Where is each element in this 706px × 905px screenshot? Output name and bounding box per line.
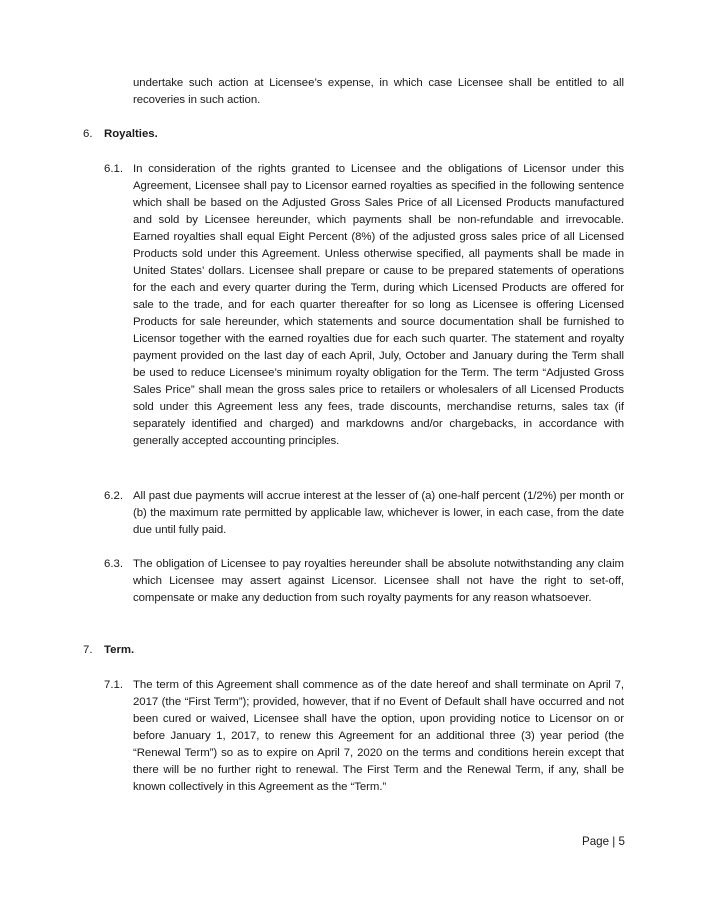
- subsection-text: The obligation of Licensee to pay royalties hereunder shall be absolute notwithstanding any claim which Licensee may assert against Licensor. Licensee shall not have the right to set-off, compensate or make any deduction from such royalty payments for any reason whatsoever.: [133, 558, 624, 604]
- section-number: 6.: [83, 128, 93, 140]
- subsection-text: The term of this Agreement shall commence as of the date hereof and shall terminate on April 7, 2017 (the “First Term”); provided, however, that if no Event of Default shall have occurred and not been cured or waived, Licensee shall have the option, upon providing notice to Licensor on or before January 1, 2017, to renew this Agreement for an additional three (3) year period (the “Renewal Term”) so as to expire on April 7, 2020 on the terms and conditions herein except that there will be no further right to renewal. The First Term and the Renewal Term, if any, shall be known collectively in this Agreement as the “Term.”: [133, 679, 624, 793]
- continuation-paragraph: undertake such action at Licensee’s expense, in which case Licensee shall be entitled to all recoveries in such action.: [133, 77, 624, 106]
- subsection-number: 6.3.: [104, 558, 123, 570]
- subsection-text: All past due payments will accrue interest at the lesser of (a) one-half percent (1/2%) per month or (b) the maximum rate permitted by applicable law, whichever is lower, in each case, from the date due until fully paid.: [133, 490, 624, 536]
- subsection-number: 7.1.: [104, 679, 123, 691]
- subsection-number: 6.2.: [104, 490, 123, 502]
- section-title: Royalties.: [104, 128, 158, 140]
- subsection-text: In consideration of the rights granted to Licensee and the obligations of Licensor under this Agreement, Licensee shall pay to Licensor earned royalties as specified in the following sentence which shall be based on the Adjusted Gross Sales Price of all Licensed Products manufactured and sold by Licensee hereunder, which payments shall be non-refundable and irrevocable. Earned royalties shall equal Eight Percent (8%) of the adjusted gross sales price of all Licensed Products sold under this Agreement. Unless otherwise specified, all payments shall be made in United States’ dollars. Licensee shall prepare or cause to be prepared statements of operations for the each and every quarter during the Term, during which Licensed Products are offered for sale to the trade, and for each quarter thereafter for so long as Licensee is offering Licensed Products for sale hereunder, which statements and source documentation shall be furnished to Licensor together with the earned royalties due for each such quarter. The statement and royalty payment provided on the last day of each April, July, October and January during the Term shall be used to reduce Licensee’s minimum royalty obligation for the Term. The term “Adjusted Gross Sales Price” shall mean the gross sales price to retailers or wholesalers of all Licensed Products sold under this Agreement less any fees, trade discounts, merchandise returns, sales tax (if separately identified and charged) and markdowns and/or chargebacks, in accordance with generally accepted accounting principles.: [133, 163, 624, 447]
- page-number-footer: Page | 5: [582, 835, 625, 848]
- section-title: Term.: [104, 644, 135, 656]
- subsection-number: 6.1.: [104, 163, 123, 175]
- section-number: 7.: [83, 644, 93, 656]
